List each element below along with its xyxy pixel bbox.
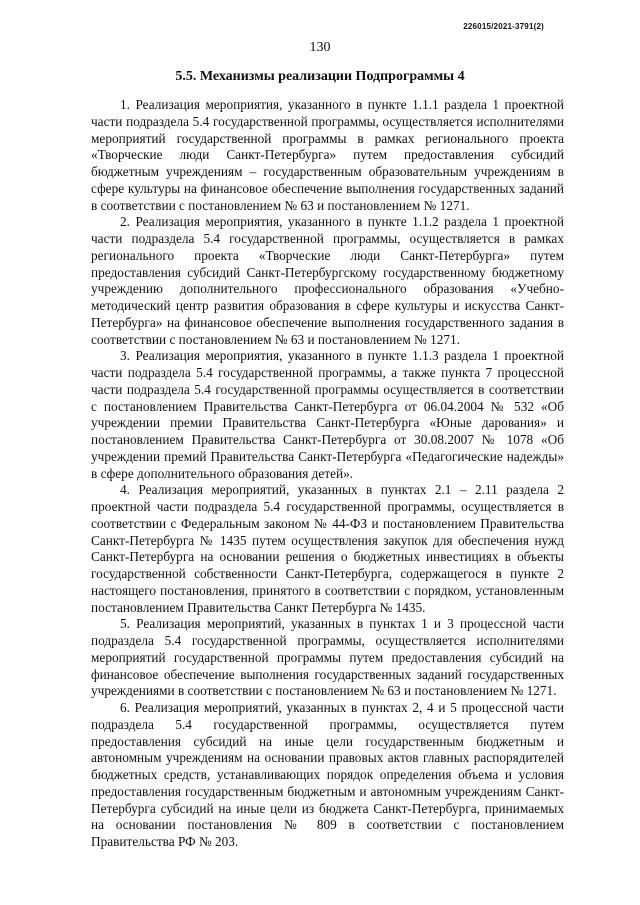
paragraph-5: 5. Реализация мероприятий, указанных в пунктах 1 и 3 процессной части подраздела 5.4 государственной программы, осуществляется исполнителями мероприятий государственной программы путем предоставления субсидий на финансовое обеспечение выполнения государственных заданий государственных учреждениями в соответствии с постановлением № 63 и постановлением № 1271. (91, 616, 564, 699)
paragraph-1: 1. Реализация мероприятия, указанного в пункте 1.1.1 раздела 1 проектной части подраздела 5.4 государственной программы, осуществляется исполнителями мероприятий государственной программы в рамках регионального проекта «Творческие люди Санкт-Петербурга» путем предоставления субсидий бюджетным учреждениям – государственным образовательным учреждениям в сфере культуры на финансовое обеспечение выполнения государственных заданий в соответствии с постановлением № 63 и постановлением № 1271. (91, 97, 564, 213)
paragraph-6: 6. Реализация мероприятий, указанных в пунктах 2, 4 и 5 процессной части подраздела 5.4 государственной программы, осуществляется путем предоставления субсидий на иные цели государственным бюджетным и автономным учреждениям на основании правовых актов главных распорядителей бюджетных средств, устанавливающих порядок определения объема и условия предоставления государственным бюджетным и автономным учреждениям Санкт-Петербурга субсидий на иные цели из бюджета Санкт-Петербурга, принимаемых на основании постановления № 809 в соответствии с постановлением Правительства РФ № 203. (91, 700, 564, 849)
section-title: 5.5. Механизмы реализации Подпрограммы 4 (175, 69, 465, 84)
page-number: 130 (309, 40, 331, 55)
document-registration-number: 226015/2021-3791(2) (463, 22, 544, 31)
document-body (91, 97, 564, 851)
paragraph-4: 4. Реализация мероприятий, указанных в пунктах 2.1 – 2.11 раздела 2 проектной части подраздела 5.4 государственной программы, осуществляется в соответствии с Федеральным законом № 44-ФЗ и постановлением Правительства Санкт-Петербурга № 1435 путем осуществления закупок для обеспечения нужд Санкт-Петербурга на основании решения о бюджетных инвестициях в объекты государственной собственности Санкт-Петербурга, содержащегося в пункте 2 настоящего постановления, принятого в соответствии с порядком, установленным постановлением Правительства Санкт Петербурга № 1435. (91, 482, 564, 615)
paragraph-2: 2. Реализация мероприятия, указанного в пункте 1.1.2 раздела 1 проектной части подраздела 5.4 государственной программы, осуществляется в рамках регионального проекта «Творческие люди Санкт-Петербурга» путем предоставления субсидий Санкт-Петербургскому государственному бюджетному учреждению дополнительного профессионального образования «Учебно-методический центр развития образования в сфере культуры и искусства Санкт-Петербурга» на финансовое обеспечение выполнения государственного задания в соответствии с постановлением № 63 и постановлением № 1271. (91, 214, 564, 347)
paragraph-3: 3. Реализация мероприятия, указанного в пункте 1.1.3 раздела 1 проектной части подраздела 5.4 государственной программы, а также пункта 7 процессной части подраздела 5.4 государственной программы осуществляется в соответствии с постановлением Правительства Санкт-Петербурга от 06.04.2004 № 532 «Об учреждении премии Правительства Санкт-Петербурга «Юные дарования» и постановлением Правительства Санкт-Петербурга от 30.08.2007 № 1078 «Об учреждении премий Правительства Санкт-Петербурга «Педагогические надежды» в сфере дополнительного образования детей». (91, 348, 564, 481)
